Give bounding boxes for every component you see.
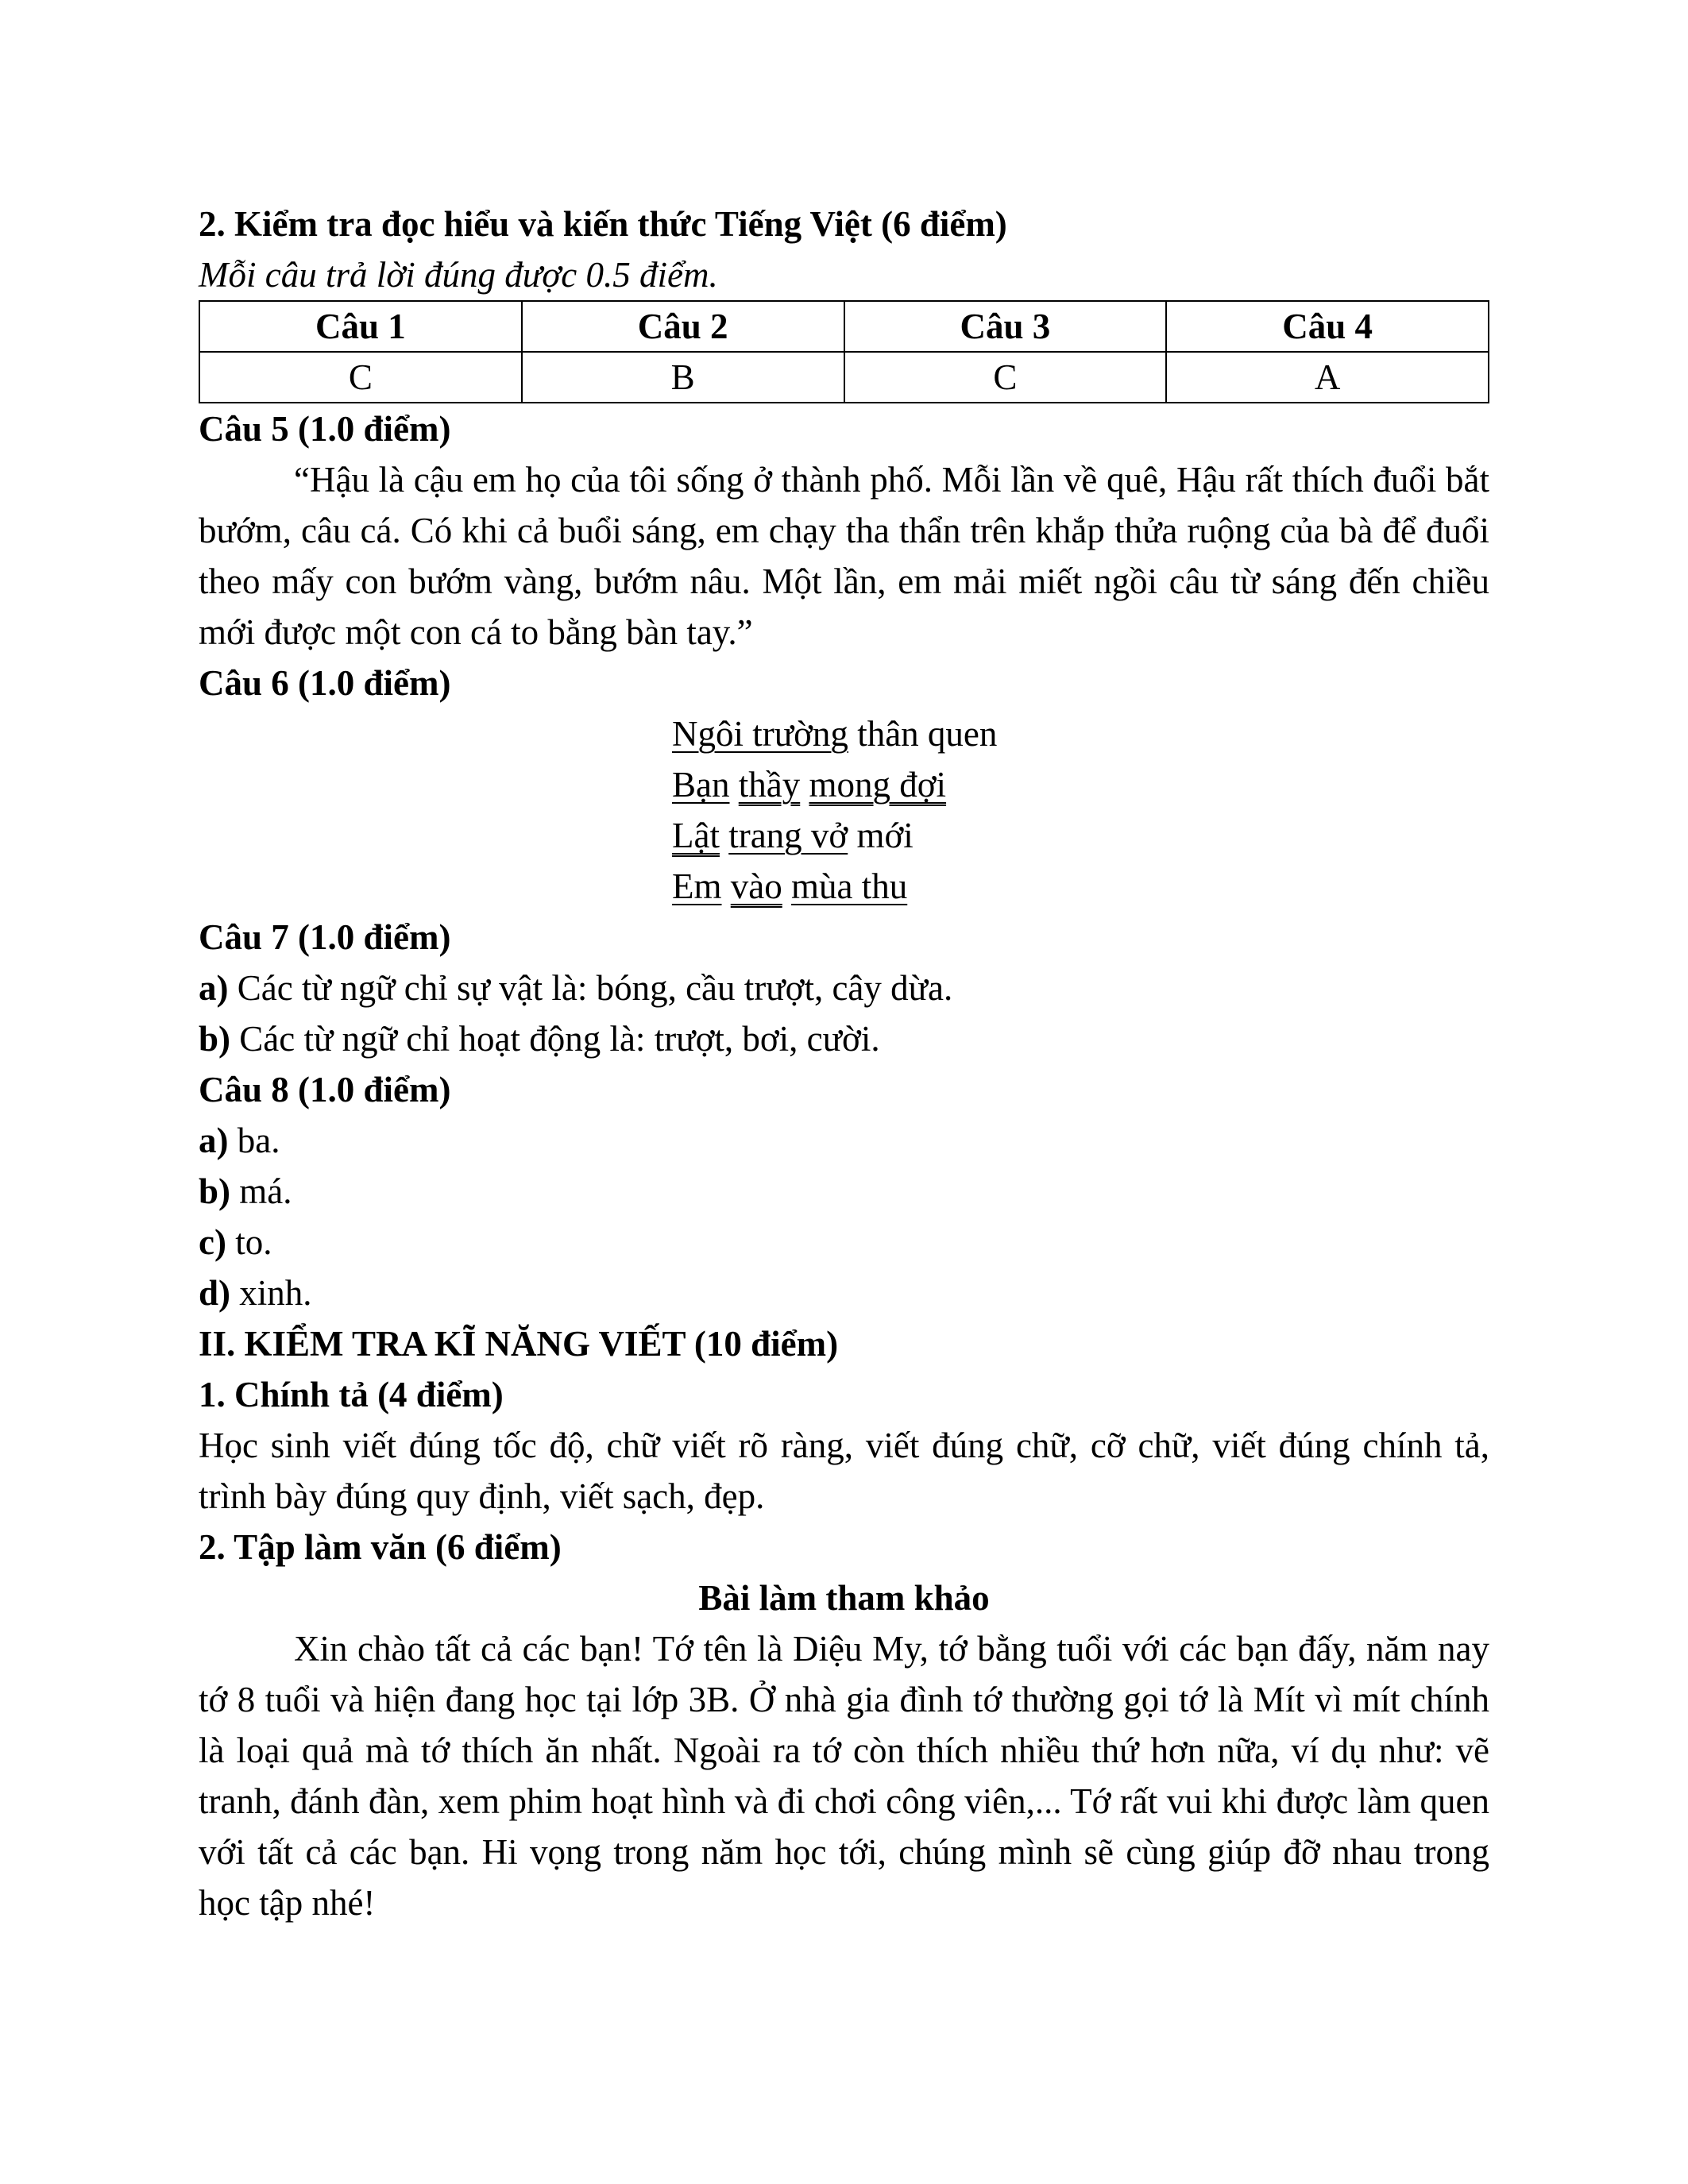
poem-text	[782, 866, 791, 906]
answer-table-cell: A	[1166, 352, 1489, 403]
item-text: Các từ ngữ chỉ hoạt động là: trượt, bơi, cười.	[230, 1019, 880, 1059]
question-8-item-c	[199, 1217, 1489, 1268]
item-text: ba.	[228, 1121, 280, 1160]
poem-text	[722, 866, 731, 906]
question-5-title: Câu 5 (1.0 điểm)	[199, 409, 451, 449]
poem-word-underlined: trang vở	[728, 816, 848, 855]
question-8-item-d	[199, 1268, 1489, 1318]
question-8-title: Câu 8 (1.0 điểm)	[199, 1070, 451, 1109]
question-8-item-a	[199, 1115, 1489, 1166]
poem-line	[672, 810, 1489, 861]
poem-text	[800, 765, 809, 805]
poem-text: thân quen	[848, 714, 998, 754]
item-label: b)	[199, 1019, 231, 1059]
poem-word-double-underlined: thầy	[738, 765, 801, 805]
scoring-note: Mỗi câu trả lời đúng được 0.5 điểm.	[199, 255, 718, 295]
answer-table-header: Câu 3	[844, 301, 1167, 352]
item-text: má.	[230, 1171, 292, 1211]
question-8-item-b	[199, 1166, 1489, 1217]
poem-text	[720, 816, 728, 855]
poem-text: mới	[848, 816, 914, 855]
answer-table-header-row	[199, 301, 1489, 352]
part-2-title: II. KIỂM TRA KĨ NĂNG VIẾT (10 điểm)	[199, 1324, 839, 1364]
poem-word-double-underlined: vào	[730, 866, 782, 906]
poem-word-underlined: Ngôi trường	[672, 714, 848, 754]
item-text: to.	[226, 1222, 272, 1262]
poem-line	[672, 708, 1489, 759]
poem-word-underlined: Bạn	[672, 765, 730, 805]
answer-table-cell: B	[522, 352, 844, 403]
dictation-text: Học sinh viết đúng tốc độ, chữ viết rõ ràng, viết đúng chữ, cỡ chữ, viết đúng chính tả, trình bày đúng quy định, viết sạch, đẹp.	[199, 1426, 1489, 1516]
answer-table-header: Câu 4	[1166, 301, 1489, 352]
question-7-item-a	[199, 963, 1489, 1013]
item-text: xinh.	[230, 1273, 312, 1313]
essay-text: Xin chào tất cả các bạn! Tớ tên là Diệu My, tớ bằng tuổi với các bạn đấy, năm nay tớ 8 tuổi và hiện đang học tại lớp 3B. Ở nhà gia đình tớ thường gọi tớ là Mít vì mít chính là loại quả mà tớ thích ăn nhất. Ngoài ra tớ còn thích nhiều thứ hơn nữa, ví dụ như: vẽ tranh, đánh đàn, xem phim hoạt hình và đi chơi công viên,... Tớ rất vui khi được làm quen với tất cả các bạn. Hi vọng trong năm học tới, chúng mình sẽ cùng giúp đỡ nhau trong học tập nhé!	[199, 1629, 1489, 1923]
item-label: a)	[199, 1121, 229, 1160]
item-label: c)	[199, 1222, 226, 1262]
answer-table-header: Câu 1	[199, 301, 522, 352]
question-6-poem	[672, 708, 1489, 912]
question-5-answer: “Hậu là cậu em họ của tôi sống ở thành phố. Mỗi lần về quê, Hậu rất thích đuổi bắt bướm, câu cá. Có khi cả buổi sáng, em chạy tha thẩn trên khắp thửa ruộng của bà để đuổi theo mấy con bướm vàng, bướm nâu. Một lần, em mải miết ngồi câu từ sáng đến chiều mới được một con cá to bằng bàn tay.”	[199, 460, 1489, 652]
poem-word-double-underlined: mong đợi	[809, 765, 947, 805]
answer-table-header: Câu 2	[522, 301, 844, 352]
poem-word-underlined: mùa thu	[790, 866, 908, 906]
essay-title: 2. Tập làm văn (6 điểm)	[199, 1527, 562, 1567]
answer-table-cell: C	[199, 352, 522, 403]
answer-table-row	[199, 352, 1489, 403]
poem-word-underlined: Em	[672, 866, 722, 906]
question-6-title: Câu 6 (1.0 điểm)	[199, 663, 451, 703]
dictation-title: 1. Chính tả (4 điểm)	[199, 1375, 504, 1414]
question-7-title: Câu 7 (1.0 điểm)	[199, 917, 451, 957]
poem-text	[730, 765, 739, 805]
item-text: Các từ ngữ chỉ sự vật là: bóng, cầu trượt, cây dừa.	[228, 968, 953, 1008]
section-title: 2. Kiểm tra đọc hiểu và kiến thức Tiếng Việt (6 điểm)	[199, 204, 1007, 244]
answer-table-cell: C	[844, 352, 1167, 403]
question-7-item-b	[199, 1013, 1489, 1064]
poem-line	[672, 759, 1489, 810]
document-page	[199, 199, 1489, 1928]
item-label: a)	[199, 968, 229, 1008]
item-label: d)	[199, 1273, 231, 1313]
essay-subtitle: Bài làm tham khảo	[698, 1578, 990, 1618]
item-label: b)	[199, 1171, 231, 1211]
poem-word-double-underlined: Lật	[672, 816, 720, 855]
answer-table	[199, 300, 1489, 403]
poem-line	[672, 861, 1489, 912]
